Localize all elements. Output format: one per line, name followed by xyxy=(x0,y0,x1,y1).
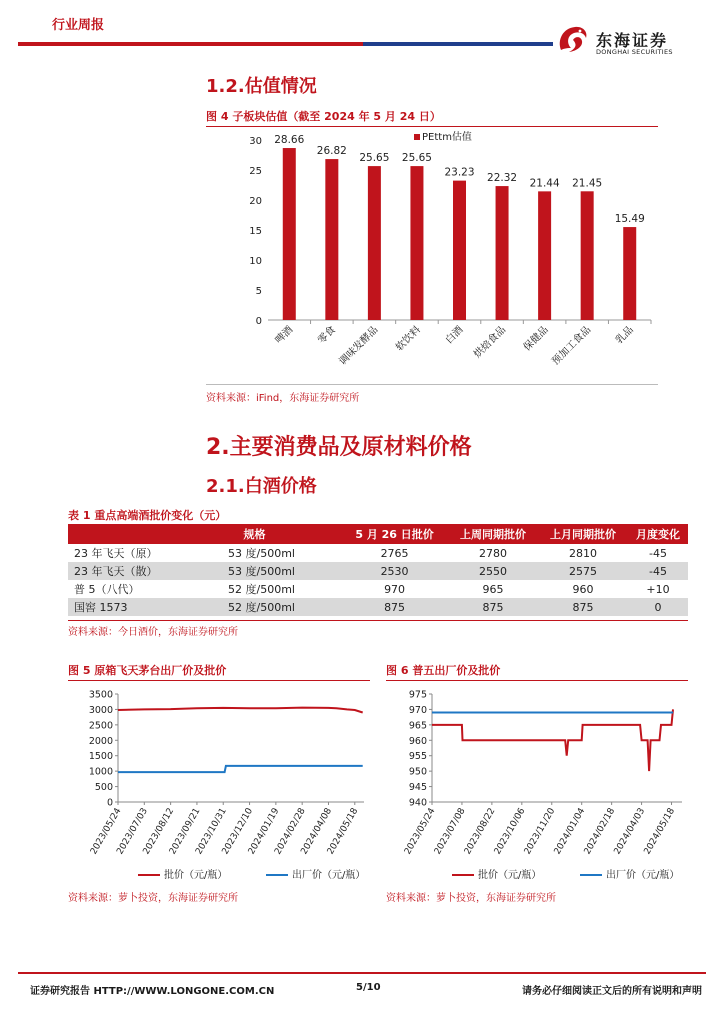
table-cell: 0 xyxy=(628,598,688,616)
figure4-bottom-rule xyxy=(206,384,658,385)
legend-label: 出厂价（元/瓶） xyxy=(292,870,366,881)
figure6-source: 资料来源：萝卜投资，东海证券研究所 xyxy=(386,893,556,904)
bar xyxy=(410,166,423,320)
table-cell: -45 xyxy=(649,546,667,560)
data-label: 23.23 xyxy=(444,166,475,179)
bar xyxy=(623,227,636,320)
x-tick-label: 2023/05/24 xyxy=(403,806,438,857)
table1-bottom-rule xyxy=(68,620,688,621)
table-cell: -45 xyxy=(628,562,688,580)
y-tick-label: 10 xyxy=(249,256,262,267)
x-tick-label: 烘焙食品 xyxy=(472,324,509,361)
figure5-label: 图 5 原箱飞天茅台出厂价及批价 xyxy=(68,664,227,677)
table-cell: 875 xyxy=(538,598,628,616)
table-header-blank xyxy=(68,524,168,544)
table-cell: 23 年飞天（散） xyxy=(68,562,168,580)
table-cell: 2765 xyxy=(380,546,409,560)
table-cell: 普 5（八代） xyxy=(74,583,140,596)
y-tick-label: 15 xyxy=(249,226,262,237)
data-label: 22.32 xyxy=(487,172,518,185)
y-tick-label: 3500 xyxy=(88,689,113,701)
y-tick-label: 970 xyxy=(408,704,427,716)
figure4-label: 图 4 子板块估值（截至 2024 年 5 月 24 日） xyxy=(206,110,441,123)
logo-chinese-name: 东海证券 xyxy=(596,31,669,50)
x-tick-label: 2024/01/04 xyxy=(552,806,588,857)
table-cell: 53 度/500ml xyxy=(228,547,295,560)
x-tick-label: 白酒 xyxy=(443,324,466,347)
footer-rule xyxy=(18,972,706,974)
legend-swatch xyxy=(414,134,420,140)
section-1-2-title: 1.2.估值情况 xyxy=(206,76,317,97)
y-tick-label: 0 xyxy=(106,797,113,809)
figure5-source: 资料来源：萝卜投资，东海证券研究所 xyxy=(68,893,238,904)
y-tick-label: 940 xyxy=(408,797,427,809)
y-tick-label: 3000 xyxy=(88,704,113,716)
legend-label: 批价（元/瓶） xyxy=(478,870,542,881)
y-tick-label: 25 xyxy=(249,166,262,177)
table-cell: 国窖 1573 xyxy=(68,598,168,616)
figure5-line-chart xyxy=(68,682,370,886)
table-cell: 960 xyxy=(572,582,594,596)
footer-disclaimer: 请务必仔细阅读正文后的所有说明和声明 xyxy=(522,986,702,997)
x-tick-label: 2024/01/19 xyxy=(246,806,282,857)
figure4-rule xyxy=(206,126,658,127)
x-tick-label: 2024/04/03 xyxy=(612,806,648,857)
y-tick-label: 500 xyxy=(94,782,113,794)
section-2-title: 2.主要消费品及原材料价格 xyxy=(206,435,472,460)
x-tick-label: 2024/05/18 xyxy=(325,806,361,857)
table-header: 月度变化 xyxy=(628,524,688,544)
logo-english-name: DONGHAI SECURITIES xyxy=(596,48,673,56)
table-header: 规格 xyxy=(168,524,341,544)
table-header: 上周同期批价 xyxy=(448,524,538,544)
data-label: 26.82 xyxy=(316,145,347,158)
figure5-rule xyxy=(68,680,370,681)
x-tick-label: 2023/08/22 xyxy=(462,806,498,857)
x-tick-label: 2023/11/20 xyxy=(522,806,558,857)
table-header: 5 月 26 日批价 xyxy=(341,524,448,544)
y-tick-label: 0 xyxy=(255,316,262,327)
table-cell: 53 度/500ml xyxy=(168,562,341,580)
table-cell: 2810 xyxy=(569,546,597,560)
series-line xyxy=(432,709,673,771)
bar xyxy=(368,166,381,320)
series-line xyxy=(118,766,363,772)
figure6-line-chart xyxy=(386,682,688,886)
table1-source: 资料来源：今日酒价，东海证券研究所 xyxy=(68,627,238,638)
y-tick-label: 1000 xyxy=(88,766,113,778)
data-label: 21.45 xyxy=(572,177,603,190)
figure4-source: 资料来源：iFind，东海证券研究所 xyxy=(206,393,360,404)
footer-website: 证券研究报告 HTTP://WWW.LONGONE.COM.CN xyxy=(30,986,275,997)
y-tick-label: 975 xyxy=(408,689,427,701)
table-cell: 52 度/500ml xyxy=(168,598,341,616)
y-tick-label: 960 xyxy=(408,735,427,747)
table-cell: 2575 xyxy=(538,562,628,580)
y-tick-label: 950 xyxy=(408,766,427,778)
table-cell: 970 xyxy=(384,582,406,596)
bar xyxy=(453,181,466,320)
table-cell: 965 xyxy=(482,582,504,596)
y-tick-label: 5 xyxy=(255,286,262,297)
table-cell: 875 xyxy=(448,598,538,616)
y-tick-label: 1500 xyxy=(88,751,113,763)
y-tick-label: 965 xyxy=(408,720,427,732)
y-tick-label: 20 xyxy=(249,196,262,207)
y-tick-label: 2000 xyxy=(88,735,113,747)
table-cell: 23 年飞天（原） xyxy=(74,547,158,560)
data-label: 15.49 xyxy=(614,213,645,226)
section-tag: 行业周报 xyxy=(52,18,105,33)
table-cell: 52 度/500ml xyxy=(228,583,295,596)
x-tick-label: 乳品 xyxy=(613,324,636,347)
legend-label: PEttm估值 xyxy=(422,132,472,143)
y-tick-label: 945 xyxy=(408,782,427,794)
x-tick-label: 啤酒 xyxy=(273,324,296,347)
figure4-bar-chart xyxy=(206,128,658,380)
bar xyxy=(581,191,594,320)
table-cell: 2530 xyxy=(341,562,448,580)
table-row xyxy=(68,598,688,616)
header-rule-blue xyxy=(363,42,553,46)
y-tick-label: 955 xyxy=(408,751,427,763)
dragon-logo-icon xyxy=(555,22,591,56)
header-rule-red xyxy=(18,42,363,46)
x-tick-label: 调味发酵品 xyxy=(337,324,381,368)
y-tick-label: 30 xyxy=(249,136,262,147)
bar xyxy=(283,148,296,320)
table-header-row xyxy=(68,524,688,544)
bar xyxy=(538,191,551,320)
bar xyxy=(325,159,338,320)
legend-label: 批价（元/瓶） xyxy=(164,870,228,881)
data-label: 21.44 xyxy=(529,177,560,190)
section-2-1-title: 2.1.白酒价格 xyxy=(206,476,317,497)
bar xyxy=(496,186,509,320)
figure6-rule xyxy=(386,680,688,681)
x-tick-label: 2023/09/21 xyxy=(167,806,203,857)
table-cell: 875 xyxy=(341,598,448,616)
figure6-label: 图 6 普五出厂价及批价 xyxy=(386,664,501,677)
y-tick-label: 2500 xyxy=(88,720,113,732)
x-tick-label: 2024/04/08 xyxy=(299,806,335,857)
x-tick-label: 2023/12/10 xyxy=(220,806,256,857)
table1-label: 表 1 重点高端酒批价变化（元） xyxy=(68,509,227,522)
page-number: 5/10 xyxy=(356,982,381,993)
x-tick-label: 2023/07/03 xyxy=(115,806,150,857)
legend-label: 出厂价（元/瓶） xyxy=(606,870,680,881)
table-cell: 2780 xyxy=(479,546,508,560)
x-tick-label: 预加工食品 xyxy=(550,324,594,368)
series-line xyxy=(118,708,363,713)
x-tick-label: 软饮料 xyxy=(394,324,424,354)
table-row xyxy=(68,562,688,580)
x-tick-label: 零食 xyxy=(316,324,338,347)
x-tick-label: 2023/10/06 xyxy=(492,806,528,857)
data-label: 25.65 xyxy=(359,152,390,165)
x-tick-label: 2024/02/28 xyxy=(273,806,308,857)
price-table xyxy=(68,524,688,616)
table-row xyxy=(68,544,688,562)
data-label: 25.65 xyxy=(401,152,432,165)
x-tick-label: 保健品 xyxy=(521,324,551,354)
x-tick-label: 2023/10/31 xyxy=(194,806,229,857)
x-tick-label: 2024/05/18 xyxy=(642,806,678,857)
table-row xyxy=(68,580,688,598)
x-tick-label: 2024/02/18 xyxy=(582,806,618,857)
table-header: 上月同期批价 xyxy=(538,524,628,544)
table-cell: 2550 xyxy=(448,562,538,580)
x-tick-label: 2023/05/24 xyxy=(89,806,124,857)
x-tick-label: 2023/07/08 xyxy=(432,806,468,857)
x-tick-label: 2023/08/12 xyxy=(141,806,177,857)
data-label: 28.66 xyxy=(274,134,305,147)
table-cell: +10 xyxy=(646,582,670,596)
